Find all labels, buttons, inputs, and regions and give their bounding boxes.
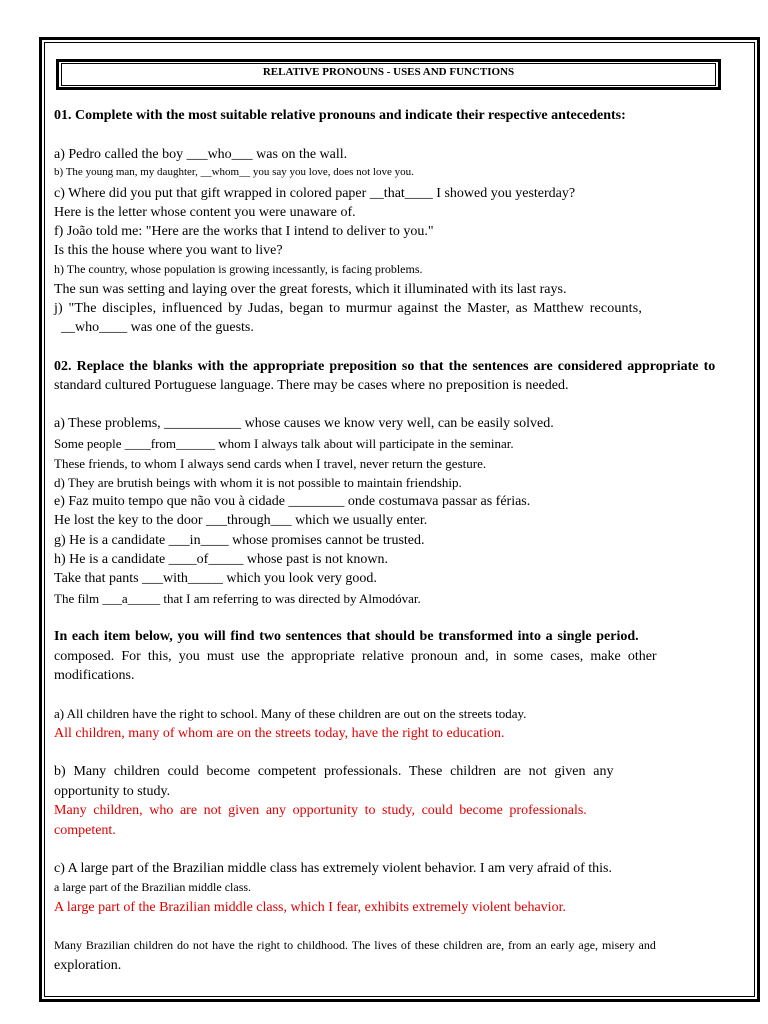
- q3-b-question-line2: opportunity to study.: [54, 784, 171, 799]
- q1-item: Is this the house where you want to live?: [54, 243, 283, 258]
- q2-item: h) He is a candidate ____of_____ whose past is not known.: [54, 552, 388, 567]
- q2-item: He lost the key to the door ___through___ which we usually enter.: [54, 513, 428, 528]
- q1-item: b) The young man, my daughter, __whom__ you say you love, does not love you.: [54, 166, 414, 178]
- q1-item: f) João told me: "Here are the works that I intend to deliver to you.": [54, 224, 434, 239]
- q1-heading: 01. Complete with the most suitable relative pronouns and indicate their respective antecedents:: [54, 108, 626, 123]
- q1-item: h) The country, whose population is growing incessantly, is facing problems.: [54, 262, 423, 276]
- worksheet-title: RELATIVE PRONOUNS - USES AND FUNCTIONS: [61, 63, 716, 86]
- q2-item: g) He is a candidate ___in____ whose promises cannot be trusted.: [54, 533, 425, 548]
- q3-heading: In each item below, you will find two sentences that should be transformed into a single period.: [54, 629, 639, 644]
- q3-d-line2: exploration.: [54, 958, 122, 973]
- q1-item: The sun was setting and laying over the great forests, which it illuminated with its last rays.: [54, 282, 567, 297]
- q3-intro-line1: composed. For this, you must use the appropriate relative pronoun and, in some cases, make other: [54, 649, 657, 664]
- q2-item: a) These problems, ___________ whose causes we know very well, can be easily solved.: [54, 416, 554, 431]
- q2-item: e) Faz muito tempo que não vou à cidade ________ onde costumava passar as férias.: [54, 494, 531, 509]
- q3-a-question: a) All children have the right to school. Many of these children are out on the streets today.: [54, 706, 527, 721]
- q3-d-line1: Many Brazilian children do not have the right to childhood. The lives of these children are, from an early age, misery and: [54, 938, 656, 952]
- q3-c-note: a large part of the Brazilian middle class.: [54, 880, 252, 894]
- q2-item: Some people ____from______ whom I always talk about will participate in the seminar.: [54, 436, 514, 451]
- q1-item: j) "The disciples, influenced by Judas, began to murmur against the Master, as Matthew recounts,: [54, 301, 642, 316]
- q2-item: Take that pants ___with_____ which you look very good.: [54, 571, 377, 586]
- q1-item: c) Where did you put that gift wrapped in colored paper __that____ I showed you yesterday?: [54, 186, 576, 201]
- q2-heading-line1: 02. Replace the blanks with the appropriate preposition so that the sentences are considered appropriate to: [54, 359, 716, 374]
- q2-item: These friends, to whom I always send cards when I travel, never return the gesture.: [54, 456, 487, 471]
- q3-b-question-line1: b) Many children could become competent professionals. These children are not given any: [54, 764, 614, 779]
- q3-b-answer-line1: Many children, who are not given any opportunity to study, could become professionals.: [54, 803, 587, 818]
- q2-item: d) They are brutish beings with whom it is not possible to maintain friendship.: [54, 475, 462, 490]
- q1-item: a) Pedro called the boy ___who___ was on the wall.: [54, 147, 348, 162]
- q2-item: The film ___a_____ that I am referring to was directed by Almodóvar.: [54, 591, 421, 606]
- q1-item: __who____ was one of the guests.: [54, 320, 254, 335]
- q3-a-answer: All children, many of whom are on the streets today, have the right to education.: [54, 726, 505, 741]
- q1-item: Here is the letter whose content you were unaware of.: [54, 205, 356, 220]
- q3-c-answer: A large part of the Brazilian middle class, which I fear, exhibits extremely violent behavior.: [54, 900, 566, 915]
- q3-b-answer-line2: competent.: [54, 823, 116, 838]
- q3-intro-line2: modifications.: [54, 668, 135, 683]
- q3-c-question: c) A large part of the Brazilian middle class has extremely violent behavior. I am very afraid of this.: [54, 861, 613, 876]
- q2-heading-line2: standard cultured Portuguese language. There may be cases where no preposition is needed.: [54, 378, 569, 393]
